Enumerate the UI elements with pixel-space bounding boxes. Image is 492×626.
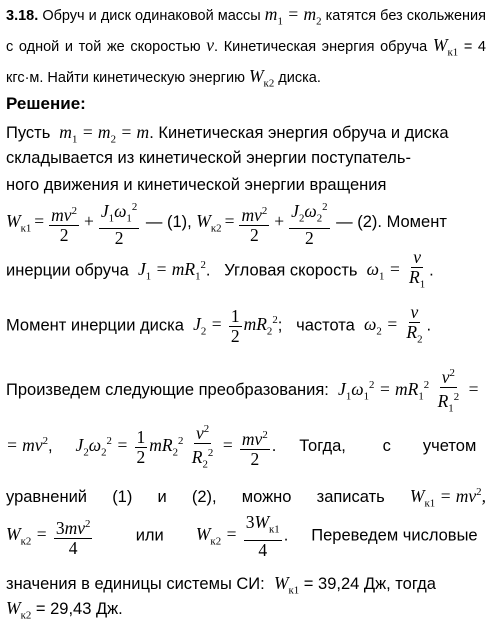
- text: (2),: [191, 488, 217, 507]
- formula-transform-2: $J_2\omega_2^2$ = $\frac{1}{2}$ $mR_2^2$ $\frac{v^2}{R_2^2}$ = $\frac{mv^2}{2}$: [76, 435, 272, 455]
- text: = 29,43 Дж.: [31, 600, 123, 618]
- formula-v: v: [206, 35, 215, 55]
- formula-masses: $m_1 = m_2$: [264, 4, 322, 28]
- formula-wk2-via-wk1: $W_{к2}$ = $\frac{3W_{к1}}{4}$: [195, 512, 280, 560]
- text: можно: [241, 488, 292, 507]
- text: записать: [316, 488, 385, 507]
- solution-line-results: $W_{к2}$ = $\frac{3mv^2}{4}$ или $W_{к2}$ = $\frac{3W_{к1}}{4}$ . Переведем числовые: [6, 512, 478, 560]
- formula-transform-1b: = $mv^2$: [6, 435, 49, 456]
- solution-line-final-2: [6, 598, 486, 622]
- formula-energy-hoop: $W_{к1}$ = $\frac{mv^2}{2}$ + $\frac{J_1\omega_1^2}{2}$: [6, 211, 141, 231]
- solution-line-transform: [6, 364, 486, 418]
- text: Пусть: [6, 124, 51, 142]
- equation-tag-1: — (1),: [145, 213, 192, 232]
- formula-energy-disk: $W_{к2}$ = $\frac{mv^2}{2}$ + $\frac{J_2\omega_2^2}{2}$: [196, 211, 331, 231]
- text: Момент инерции диска: [6, 316, 184, 335]
- solution-line-inertia-hoop: инерции обруча $J_1 = mR_1^2$. Угловая скорость $\omega_1$ = $\frac{v}{R_1}$ .: [6, 247, 434, 291]
- equation-tag-2: — (2). Момент: [336, 213, 447, 232]
- solution-line-inertia-disk: Момент инерции диска $J_2$ = $\frac{1}{2}$ $mR_2^2$; частота $\omega_2$ = $\frac{v}{R_2}$ .: [6, 302, 432, 346]
- formula-omega1: $\omega_1$ = $\frac{v}{R_1}$: [366, 247, 426, 291]
- problem-text: . Найти кинетическую энергию: [39, 70, 249, 86]
- text: частота: [296, 316, 355, 335]
- formula-wk1: $W_{к1}$: [432, 35, 459, 59]
- text: (1): [112, 488, 133, 507]
- formula-wk1-result: $W_{к1} = mv^2$,: [409, 486, 486, 510]
- solution-heading: Решение:: [6, 94, 86, 113]
- text: значения в единицы системы СИ:: [6, 575, 265, 593]
- text: и: [157, 488, 167, 507]
- problem-text: Обруч и диск одинаковой массы: [38, 8, 265, 24]
- solution-line-transform-2: = $mv^2$, $J_2\omega_2^2$ = $\frac{1}{2}$ $mR_2^2$ $\frac{v^2}{R_2^2}$ = $\frac{mv^2}{2}$ . Тогда, с учетом: [6, 420, 486, 474]
- text: Угловая скорость: [224, 261, 358, 280]
- formula-wk2-final: $W_{к2}$: [6, 598, 32, 622]
- formula-m-equal: $m_1 = m_2 = m$: [54, 122, 150, 146]
- text: инерции обруча: [6, 261, 129, 280]
- text: ного движения и кинетической энергии вращения: [6, 176, 387, 194]
- text: = 39,24 Дж, тогда: [299, 575, 436, 593]
- formula-wk2: $W_{к2}$: [248, 66, 275, 90]
- solution-line-1: [6, 122, 486, 146]
- text: Тогда,: [299, 437, 346, 456]
- solution-line-final: [6, 573, 486, 597]
- text: учетом: [422, 437, 477, 456]
- text: или: [135, 526, 164, 545]
- text: . Кинетическая энергия обруча и диска: [149, 124, 449, 142]
- problem-value: = 4 кгс·м: [6, 39, 486, 86]
- problem-text: диска.: [274, 70, 321, 86]
- solution-line-energies: [6, 198, 486, 248]
- problem-number: 3.18.: [6, 8, 39, 24]
- solution-line-2: [6, 149, 486, 168]
- text: Переведем числовые: [311, 526, 478, 545]
- text: Произведем следующие преобразования:: [6, 381, 329, 400]
- solution-line-3: [6, 176, 486, 195]
- problem-text: катятся без скольжения с одной и той же скоростью: [6, 8, 487, 55]
- text: с: [382, 437, 391, 456]
- problem-text: . Кинетическая энергия обруча: [214, 39, 433, 55]
- formula-wk1-final: $W_{к1}$: [273, 573, 300, 597]
- text: уравнений: [6, 488, 88, 507]
- formula-j1: $J_1 = mR_1^2$: [137, 259, 206, 283]
- problem-statement: [6, 3, 486, 96]
- formula-omega2: $\omega_2$ = $\frac{v}{R_2}$: [364, 302, 423, 346]
- formula-j2: $J_2$ = $\frac{1}{2}$ $mR_2^2$: [193, 305, 278, 346]
- formula-transform-1: $J_1\omega_1^2 = mR_1^2$ $\frac{v^2}{R_1^2}$ =: [338, 379, 479, 399]
- solution-line-equations: [6, 486, 486, 510]
- formula-wk2-result: $W_{к2}$ = $\frac{3mv^2}{4}$: [6, 524, 94, 544]
- text: складывается из кинетической энергии поступатель-: [6, 149, 411, 167]
